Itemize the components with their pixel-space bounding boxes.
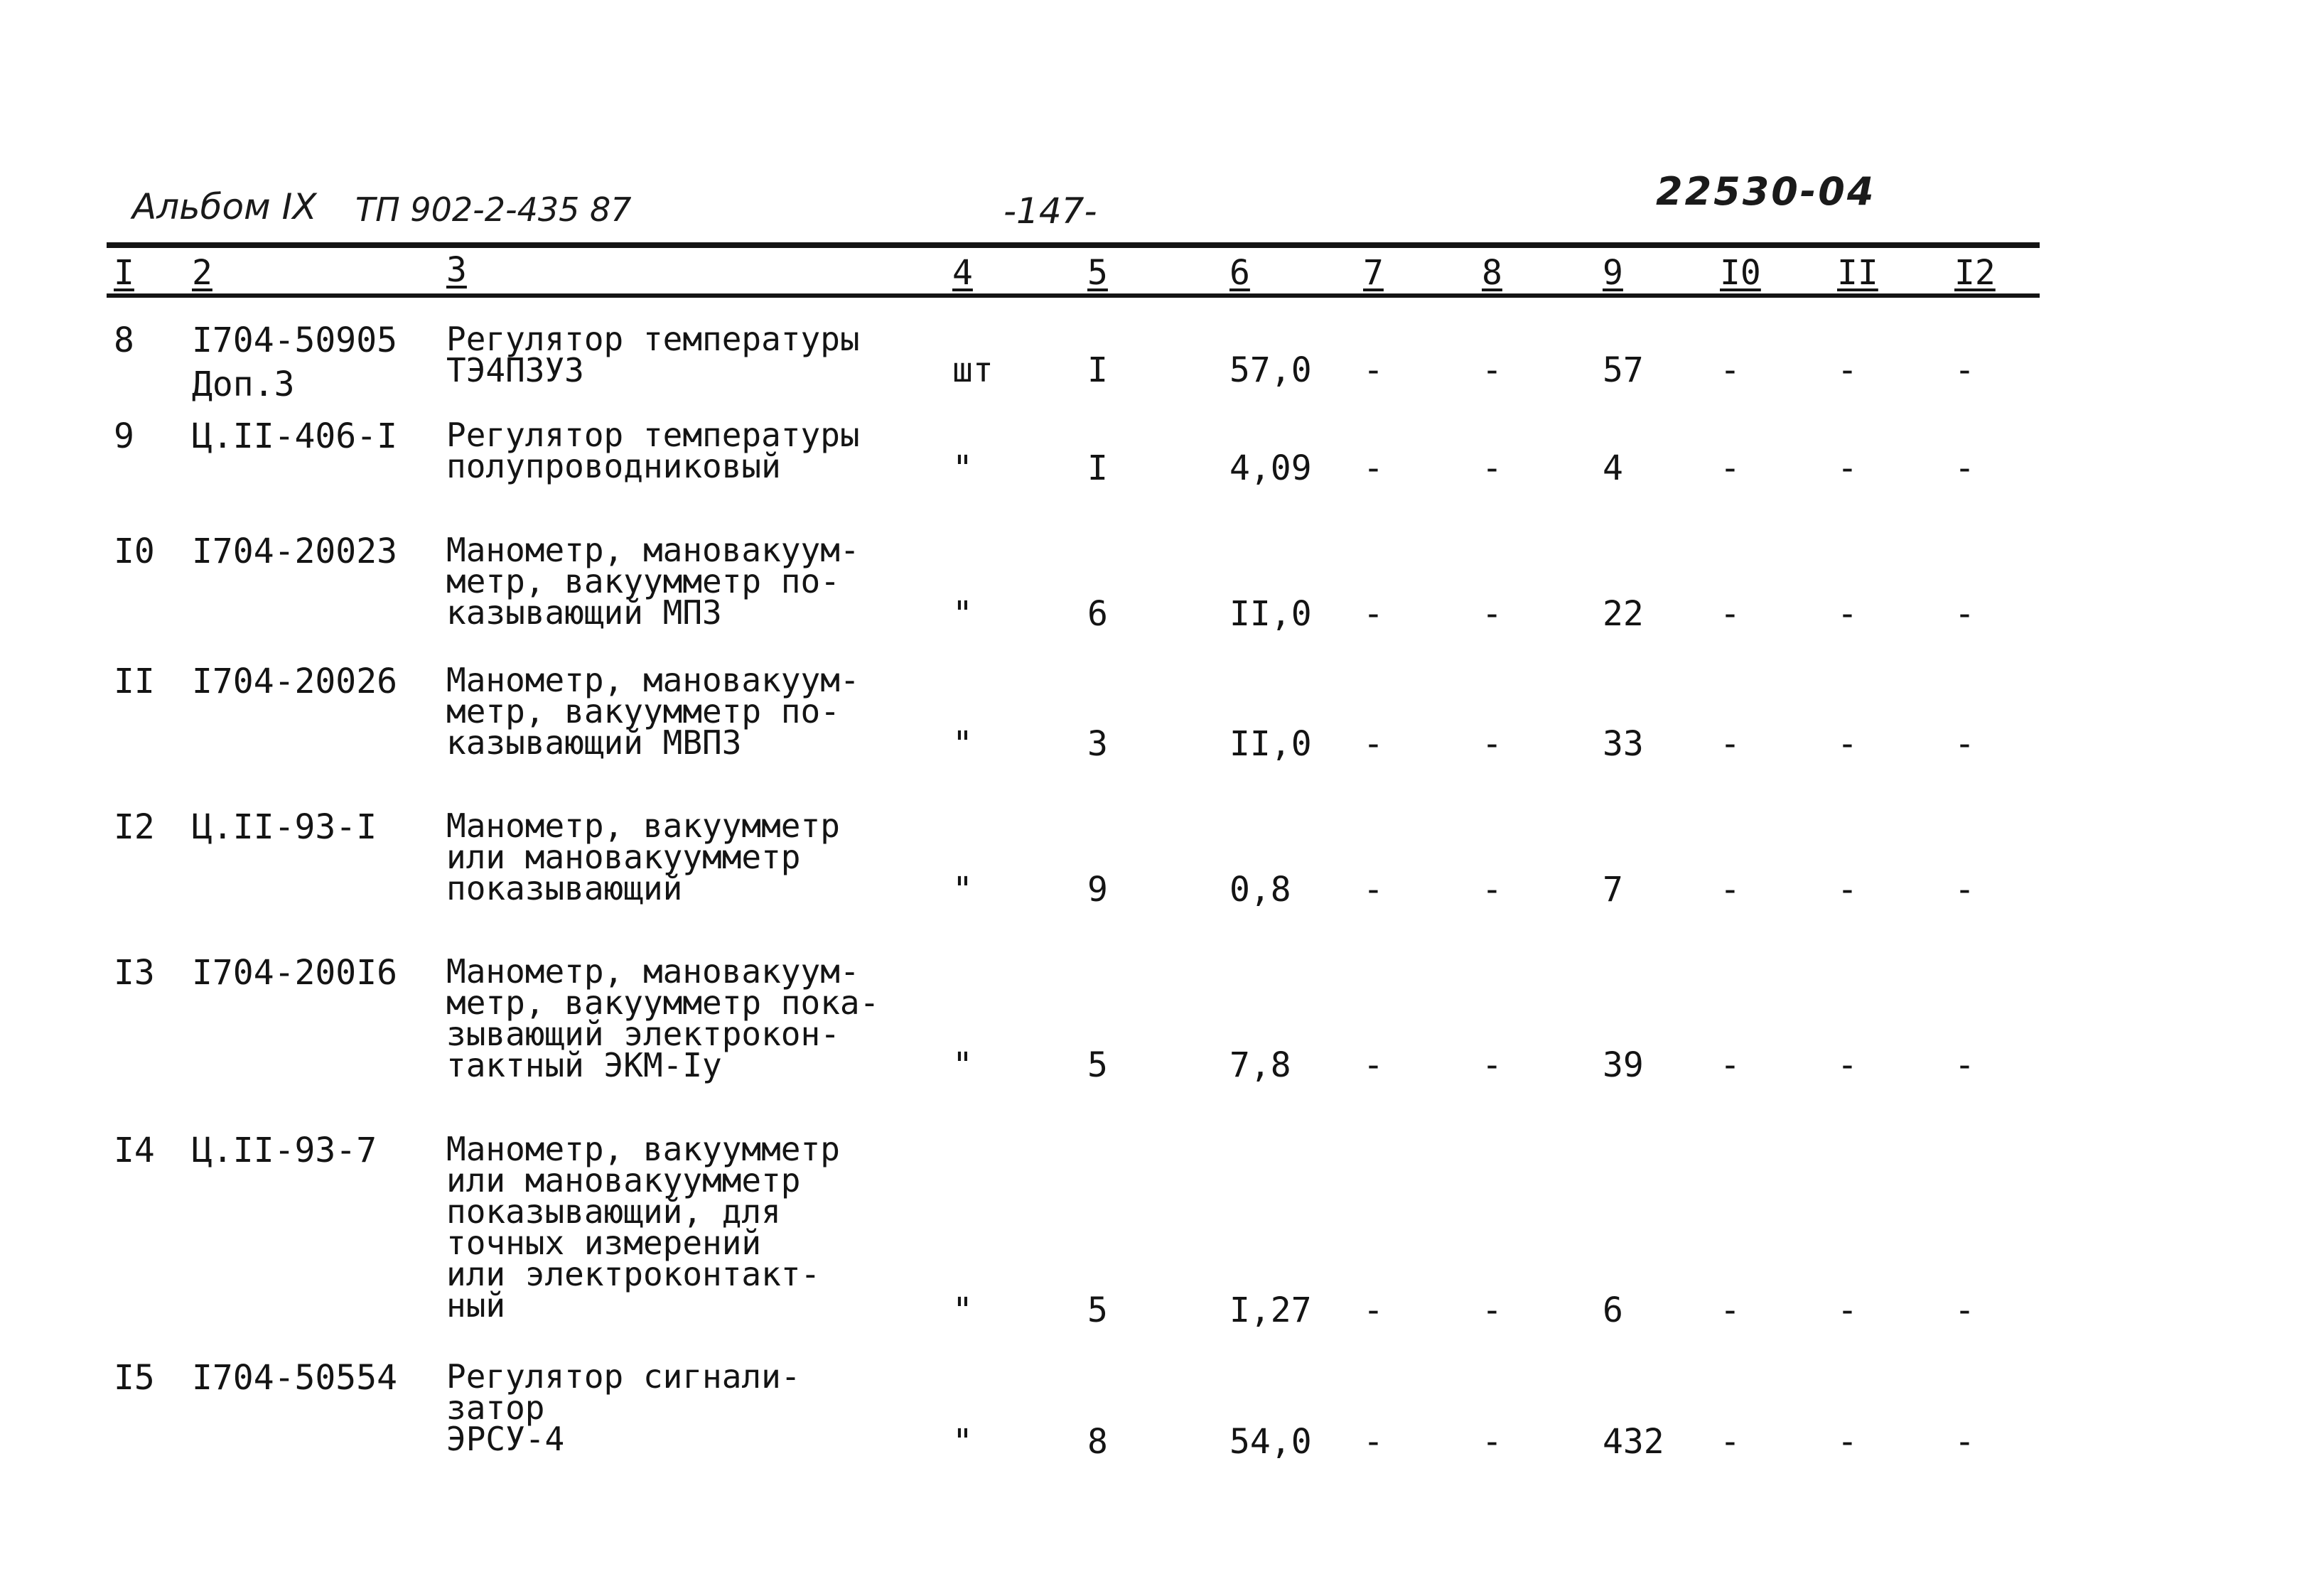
catalog-code: Ц.II-93-7 [192,1131,377,1170]
position-number: 8 [114,320,134,360]
column-12-cell: - [1954,1290,1975,1330]
column-7-cell: - [1363,350,1384,390]
unit-cell: " [952,1422,973,1462]
column-8-cell: - [1482,350,1502,390]
item-name: Манометр, вакуумметр или мановакуумметр показывающий [446,807,840,907]
column-number: II [1837,253,1878,293]
column-10-cell: - [1720,724,1740,764]
quantity-cell: 6 [1087,594,1108,634]
position-number: I4 [114,1131,155,1170]
position-number: I3 [114,953,155,993]
top-rule [107,242,2040,248]
column-11-cell: - [1837,350,1858,390]
catalog-code: Ц.II-93-I [192,807,377,847]
column-11-cell: - [1837,448,1858,488]
column-10-cell: - [1720,594,1740,634]
catalog-code-suffix: Доп.3 [192,365,295,404]
total-cell: 432 [1603,1422,1664,1462]
position-number: I0 [114,532,155,571]
column-7-cell: - [1363,870,1384,910]
column-7-cell: - [1363,1290,1384,1330]
unit-price-cell: II,0 [1229,724,1312,764]
item-name: Манометр, мановакуум- метр, вакуумметр пока- зывающий электрокон- тактный ЭКМ-Iу [446,952,880,1084]
column-8-cell: - [1482,448,1502,488]
column-number: 8 [1482,253,1502,293]
column-7-cell: - [1363,594,1384,634]
page-number: -147- [1003,190,1097,232]
catalog-code: I704-50905 [192,320,397,360]
column-12-cell: - [1954,594,1975,634]
item-name: Регулятор температуры полупроводниковый [446,416,860,485]
quantity-cell: I [1087,448,1108,488]
column-number: 5 [1087,253,1108,293]
column-number: 2 [192,253,212,293]
total-cell: 39 [1603,1045,1644,1085]
column-10-cell: - [1720,1290,1740,1330]
column-7-cell: - [1363,1422,1384,1462]
total-cell: 22 [1603,594,1644,634]
unit-price-cell: 54,0 [1229,1422,1312,1462]
header-rule [107,293,2040,298]
catalog-code: I704-200I6 [192,953,397,993]
position-number: I5 [114,1358,155,1398]
column-11-cell: - [1837,594,1858,634]
catalog-code: Ц.II-406-I [192,416,397,456]
quantity-cell: 5 [1087,1045,1108,1085]
column-number: I2 [1954,253,1996,293]
unit-cell: " [952,1045,973,1085]
unit-cell: " [952,594,973,634]
unit-cell: " [952,724,973,764]
unit-price-cell: 57,0 [1229,350,1312,390]
quantity-cell: 8 [1087,1422,1108,1462]
unit-price-cell: 4,09 [1229,448,1312,488]
column-8-cell: - [1482,1045,1502,1085]
document-number: 22530-04 [1656,169,1876,214]
total-cell: 57 [1603,350,1644,390]
unit-cell: " [952,870,973,910]
total-cell: 33 [1603,724,1644,764]
project-number: ТП 902-2-435 87 [355,190,632,229]
column-number: 9 [1603,253,1623,293]
column-12-cell: - [1954,870,1975,910]
position-number: 9 [114,416,134,456]
column-number-row [0,250,2309,293]
column-8-cell: - [1482,724,1502,764]
column-11-cell: - [1837,724,1858,764]
column-12-cell: - [1954,1422,1975,1462]
column-12-cell: - [1954,724,1975,764]
item-name: Манометр, мановакуум- метр, вакуумметр по- казывающий МВП3 [446,661,860,762]
column-10-cell: - [1720,1045,1740,1085]
column-number: 3 [446,250,467,290]
item-name: Манометр, вакуумметр или мановакуумметр показывающий, для точных измерений или электроконтакт- ный [446,1130,840,1325]
unit-price-cell: 7,8 [1229,1045,1291,1085]
column-11-cell: - [1837,1422,1858,1462]
column-8-cell: - [1482,594,1502,634]
column-number: 4 [952,253,973,293]
unit-cell: " [952,448,973,488]
column-11-cell: - [1837,1290,1858,1330]
quantity-cell: 5 [1087,1290,1108,1330]
column-number: I [114,253,134,293]
column-number: I0 [1720,253,1761,293]
column-number: 6 [1229,253,1250,293]
unit-price-cell: II,0 [1229,594,1312,634]
catalog-code: I704-20026 [192,662,397,701]
column-8-cell: - [1482,1290,1502,1330]
catalog-code: I704-20023 [192,532,397,571]
item-name: Манометр, мановакуум- метр, вакуумметр по- казывающий МП3 [446,531,860,632]
catalog-code: I704-50554 [192,1358,397,1398]
column-10-cell: - [1720,448,1740,488]
position-number: II [114,662,155,701]
item-name: Регулятор сигнали- затор ЭРСУ-4 [446,1357,801,1458]
quantity-cell: 3 [1087,724,1108,764]
column-10-cell: - [1720,350,1740,390]
item-name: Регулятор температуры ТЭ4П3У3 [446,320,860,389]
total-cell: 4 [1603,448,1623,488]
column-8-cell: - [1482,1422,1502,1462]
column-12-cell: - [1954,350,1975,390]
total-cell: 6 [1603,1290,1623,1330]
column-11-cell: - [1837,870,1858,910]
column-7-cell: - [1363,448,1384,488]
column-7-cell: - [1363,724,1384,764]
unit-price-cell: 0,8 [1229,870,1291,910]
column-number: 7 [1363,253,1384,293]
column-10-cell: - [1720,1422,1740,1462]
unit-price-cell: I,27 [1229,1290,1312,1330]
quantity-cell: I [1087,350,1108,390]
column-8-cell: - [1482,870,1502,910]
column-11-cell: - [1837,1045,1858,1085]
unit-cell: " [952,1290,973,1330]
column-10-cell: - [1720,870,1740,910]
column-7-cell: - [1363,1045,1384,1085]
position-number: I2 [114,807,155,847]
total-cell: 7 [1603,870,1623,910]
unit-cell: шт [952,350,994,390]
column-12-cell: - [1954,448,1975,488]
column-12-cell: - [1954,1045,1975,1085]
album-label: Альбом IX [132,186,317,227]
quantity-cell: 9 [1087,870,1108,910]
